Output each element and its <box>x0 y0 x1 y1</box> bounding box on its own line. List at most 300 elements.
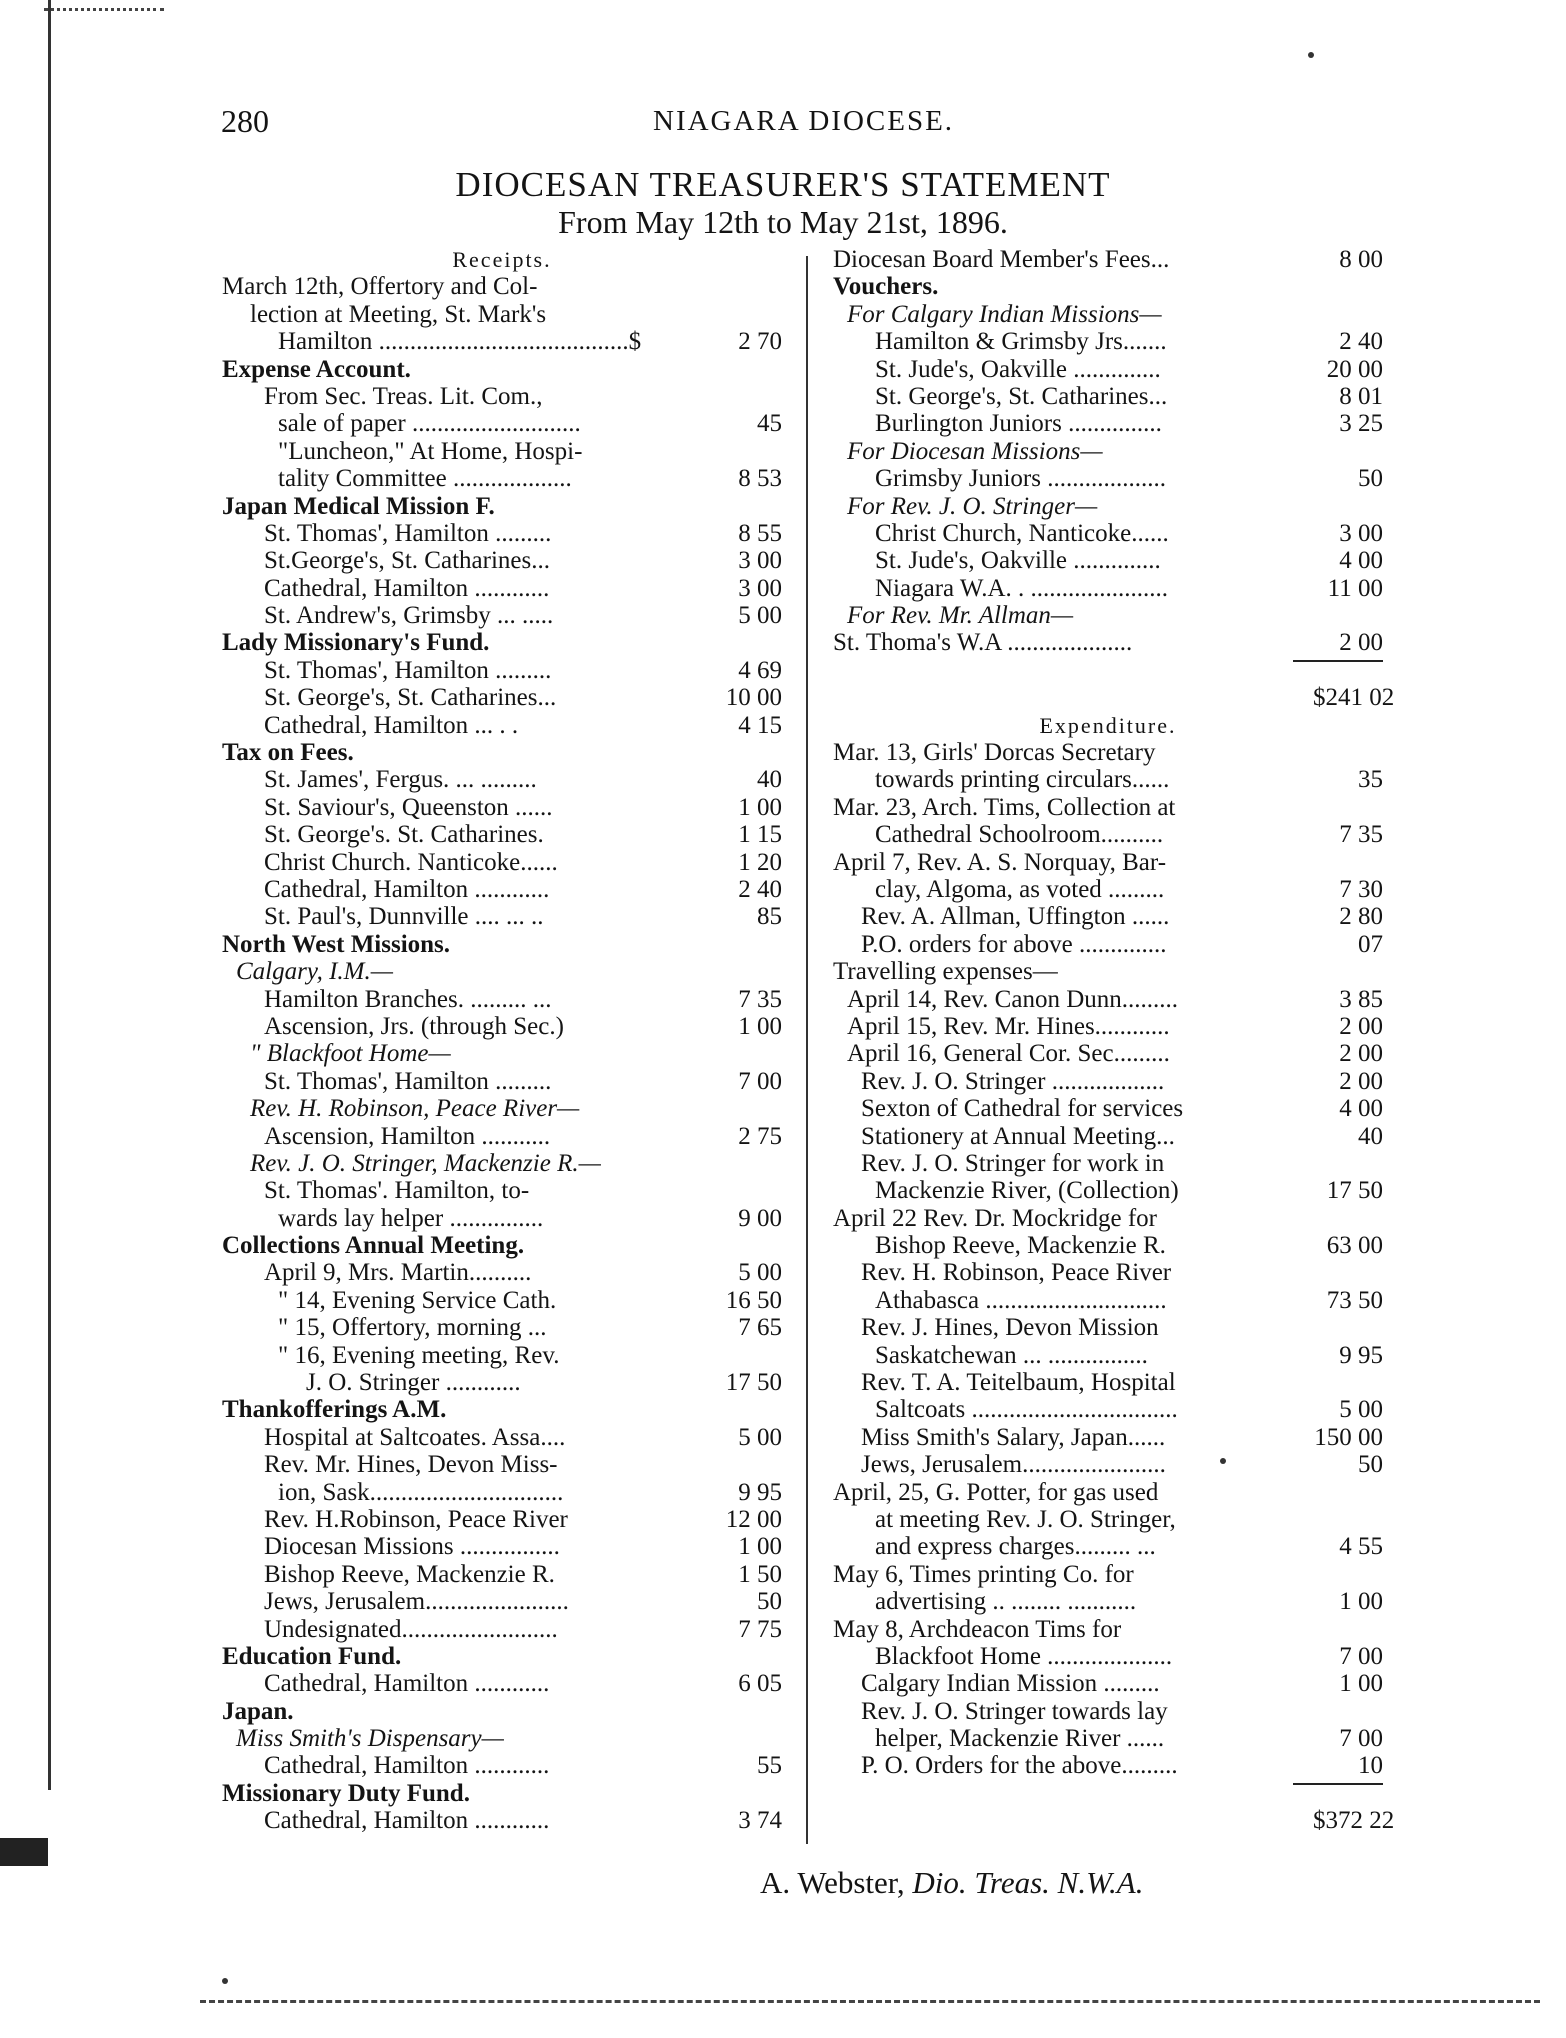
entry-text: " 15, Offertory, morning ... <box>278 1314 547 1342</box>
entry-text: Rev. J. O. Stringer towards lay <box>861 1697 1168 1725</box>
entry-amount: 6 05 <box>738 1670 782 1698</box>
receipts-column <box>222 246 782 1835</box>
entry-text: Rev. T. A. Teitelbaum, Hospital <box>861 1369 1176 1397</box>
entry-amount: 7 65 <box>738 1314 782 1342</box>
entry-text: lection at Meeting, St. Mark's <box>250 300 547 328</box>
entry-text: St. Saviour's, Queenston ...... <box>264 793 553 821</box>
entry-text: April 16, General Cor. Sec......... <box>847 1040 1170 1068</box>
ledger-line <box>222 931 782 958</box>
entry-amount: 9 95 <box>1339 1341 1383 1369</box>
entry-text: Blackfoot Home .................... <box>875 1642 1173 1670</box>
scan-artifact <box>0 1838 48 1866</box>
entry-amount: 17 50 <box>1326 1177 1383 1205</box>
ledger-line <box>833 328 1383 355</box>
ledger-line <box>833 1698 1383 1725</box>
entry-text: ion, Sask............................... <box>278 1478 564 1506</box>
ledger-line <box>833 684 1395 712</box>
scan-speck <box>1308 52 1314 58</box>
entry-amount: 4 55 <box>1339 1533 1383 1561</box>
ledger-line <box>222 493 782 520</box>
ledger-line <box>222 1314 782 1341</box>
entry-text: at meeting Rev. J. O. Stringer, <box>875 1505 1176 1533</box>
entry-text: Cathedral, Hamilton ............ <box>264 1807 550 1835</box>
ledger-line <box>833 1643 1383 1670</box>
ledger-line <box>833 1040 1383 1067</box>
entry-amount: 50 <box>1358 465 1383 493</box>
entry-amount: 1 50 <box>738 1560 782 1588</box>
ledger-line <box>222 575 782 602</box>
ledger-line <box>222 821 782 848</box>
ledger-line <box>833 1177 1383 1204</box>
entry-amount: 150 00 <box>1314 1423 1383 1451</box>
entry-amount: $372 22 <box>1313 1807 1395 1835</box>
fund-heading: North West Missions. <box>222 930 451 958</box>
ledger-line <box>833 958 1383 985</box>
ledger-line <box>833 657 1383 684</box>
ledger-line <box>833 986 1383 1013</box>
entry-text: April 14, Rev. Canon Dunn......... <box>847 985 1178 1013</box>
entry-text: St. Thoma's W.A .................... <box>833 629 1133 657</box>
entry-text: Miss Smith's Salary, Japan...... <box>861 1423 1166 1451</box>
ledger-line <box>833 1780 1383 1807</box>
entry-text: Christ Church. Nanticoke...... <box>264 848 558 876</box>
entry-amount: 2 80 <box>1339 903 1383 931</box>
ledger-line <box>833 438 1383 465</box>
ledger-line <box>833 821 1383 848</box>
entry-amount: 10 <box>1358 1752 1383 1780</box>
entry-text: Cathedral, Hamilton ... . . <box>264 711 519 739</box>
ledger-line <box>833 1588 1383 1615</box>
entry-amount: 1 15 <box>738 821 782 849</box>
entry-text: Rev. A. Allman, Uffington ...... <box>861 903 1170 931</box>
entry-text: St. Paul's, Dunnville .... ... .. <box>264 903 544 931</box>
ledger-line <box>833 931 1383 958</box>
running-header <box>221 103 1281 143</box>
entry-text: Ascension, Jrs. (through Sec.) <box>264 1012 564 1040</box>
ledger-line <box>833 1123 1383 1150</box>
entry-text: Bishop Reeve, Mackenzie R. <box>264 1560 555 1588</box>
entry-amount: 4 69 <box>738 656 782 684</box>
entry-text: St. Thomas', Hamilton ......... <box>264 1067 552 1095</box>
entry-text: Travelling expenses— <box>833 958 1058 986</box>
entry-amount: 8 53 <box>738 465 782 493</box>
entry-text: For Diocesan Missions— <box>847 437 1103 465</box>
entry-amount: 9 95 <box>738 1478 782 1506</box>
entry-amount: 40 <box>1358 1122 1383 1150</box>
entry-text: Diocesan Missions ................ <box>264 1533 560 1561</box>
entry-text: March 12th, Offertory and Col- <box>222 273 538 301</box>
ledger-line <box>222 1533 782 1560</box>
signature-name: A. Webster, <box>760 1865 905 1900</box>
entry-text: From Sec. Treas. Lit. Com., <box>264 382 543 410</box>
entry-amount: 35 <box>1358 766 1383 794</box>
entry-amount: 1 00 <box>1339 1588 1383 1616</box>
entry-text: St.George's, St. Catharines... <box>264 547 550 575</box>
entry-amount: 3 85 <box>1339 985 1383 1013</box>
vouchers-expenditure-column <box>833 246 1395 1835</box>
ledger-line <box>222 1287 782 1314</box>
ledger-line <box>833 1396 1383 1423</box>
entry-text: Jews, Jerusalem....................... <box>264 1588 569 1616</box>
ledger-line <box>833 1561 1383 1588</box>
entry-text: Rev. H. Robinson, Peace River <box>861 1259 1172 1287</box>
entry-amount: 2 40 <box>738 875 782 903</box>
ledger-line <box>833 1424 1383 1451</box>
scan-speck <box>222 1978 228 1984</box>
entry-text: St. Jude's, Oakville .............. <box>875 355 1161 383</box>
ledger-line <box>222 1670 782 1697</box>
ledger-line <box>833 1533 1383 1560</box>
entry-amount: 1 00 <box>738 1012 782 1040</box>
ledger-line <box>222 1396 782 1423</box>
entry-amount: 20 00 <box>1326 355 1383 383</box>
entry-text: Saskatchewan ... ................ <box>875 1341 1148 1369</box>
ledger-line <box>222 657 782 684</box>
scan-top-border <box>44 8 164 11</box>
ledger-line <box>833 1205 1383 1232</box>
statement-title: DIOCESAN TREASURER'S STATEMENT <box>455 165 1111 204</box>
entry-text: St. George's, St. Catharines... <box>875 382 1168 410</box>
entry-text: Mar. 23, Arch. Tims, Collection at <box>833 793 1176 821</box>
entry-amount: 10 00 <box>725 684 782 712</box>
ledger-line <box>222 1807 782 1834</box>
ledger-line <box>222 1040 782 1067</box>
entry-text: Rev. H.Robinson, Peace River <box>264 1505 568 1533</box>
entry-text: Rev. J. O. Stringer .................. <box>861 1067 1165 1095</box>
ledger-line <box>833 629 1383 656</box>
ledger-line <box>833 1479 1383 1506</box>
entry-text: advertising .. ........ ........... <box>875 1588 1137 1616</box>
ledger-line <box>222 547 782 574</box>
page-number: 280 <box>221 103 269 139</box>
ledger-line <box>222 301 782 328</box>
fund-heading: Thankofferings A.M. <box>222 1396 447 1424</box>
ledger-line <box>833 876 1383 903</box>
entry-text: Jews, Jerusalem....................... <box>861 1451 1166 1479</box>
scan-edge-line <box>48 0 51 1790</box>
ledger-line <box>222 520 782 547</box>
entry-text: Expenditure. <box>1039 712 1177 738</box>
entry-text: St. Jude's, Oakville .............. <box>875 547 1161 575</box>
ledger-line <box>222 1205 782 1232</box>
entry-amount: 2 00 <box>1339 1012 1383 1040</box>
entry-text: April 7, Rev. A. S. Norquay, Bar- <box>833 848 1167 876</box>
entry-amount: 16 50 <box>725 1286 782 1314</box>
ledger-line <box>222 438 782 465</box>
ledger-line <box>833 1232 1383 1259</box>
entry-text: clay, Algoma, as voted ......... <box>875 875 1165 903</box>
entry-text: St. George's, St. Catharines... <box>264 684 557 712</box>
entry-amount: 50 <box>757 1588 782 1616</box>
entry-amount: 2 00 <box>1339 629 1383 657</box>
running-head-title: NIAGARA DIOCESE. <box>653 105 955 137</box>
statement-subtitle: From May 12th to May 21st, 1896. <box>558 204 1008 240</box>
entry-amount: 7 35 <box>738 985 782 1013</box>
ledger-line <box>222 1479 782 1506</box>
entry-text: P.O. orders for above .............. <box>861 930 1167 958</box>
entry-amount: 55 <box>757 1752 782 1780</box>
total-rule <box>1293 660 1383 662</box>
ledger-line <box>833 1095 1383 1122</box>
entry-text: Calgary Indian Mission ......... <box>861 1670 1160 1698</box>
entry-amount: 7 00 <box>1339 1725 1383 1753</box>
ledger-line <box>222 1780 782 1807</box>
entry-amount: 5 00 <box>738 1423 782 1451</box>
ledger-line <box>222 356 782 383</box>
entry-amount: 2 70 <box>738 328 782 356</box>
fund-heading: Expense Account. <box>222 355 411 383</box>
entry-text: P. O. Orders for the above......... <box>861 1752 1178 1780</box>
entry-amount: 7 35 <box>1339 821 1383 849</box>
entry-amount: 3 00 <box>1339 519 1383 547</box>
ledger-line <box>833 1670 1383 1697</box>
entry-text: Hamilton Branches. ......... ... <box>264 985 552 1013</box>
ledger-line <box>833 1616 1383 1643</box>
entry-text: Hamilton & Grimsby Jrs....... <box>875 328 1167 356</box>
entry-amount: 07 <box>1358 930 1383 958</box>
entry-text: Niagara W.A. . ...................... <box>875 574 1169 602</box>
entry-amount: 45 <box>757 410 782 438</box>
fund-heading: Tax on Fees. <box>222 739 354 767</box>
entry-text: Mackenzie River, (Collection) <box>875 1177 1179 1205</box>
ledger-line <box>833 1287 1383 1314</box>
ledger-line <box>833 712 1383 739</box>
ledger-line <box>222 903 782 930</box>
entry-text: For Calgary Indian Missions— <box>847 300 1162 328</box>
ledger-line <box>222 739 782 766</box>
entry-text: Sexton of Cathedral for services <box>861 1095 1184 1123</box>
entry-text: " Blackfoot Home— <box>250 1040 451 1068</box>
ledger-line <box>222 1369 782 1396</box>
fund-heading: Lady Missionary's Fund. <box>222 629 490 657</box>
entry-amount: 8 55 <box>738 519 782 547</box>
ledger-line <box>833 1725 1383 1752</box>
ledger-line <box>833 465 1383 492</box>
entry-text: Diocesan Board Member's Fees... <box>833 246 1170 273</box>
receipts-heading-text: Receipts. <box>452 247 552 272</box>
entry-text: Cathedral, Hamilton ............ <box>264 574 550 602</box>
entry-amount: 7 00 <box>738 1067 782 1095</box>
entry-amount: 7 75 <box>738 1615 782 1643</box>
entry-text: April, 25, G. Potter, for gas used <box>833 1478 1159 1506</box>
entry-amount: 5 00 <box>738 602 782 630</box>
ledger-line <box>222 1506 782 1533</box>
entry-amount: 73 50 <box>1326 1286 1383 1314</box>
entry-amount: 50 <box>1358 1451 1383 1479</box>
ledger-line <box>833 1451 1383 1478</box>
ledger-line <box>833 547 1383 574</box>
entry-text: St. Thomas', Hamilton ......... <box>264 519 552 547</box>
entry-text: Undesignated......................... <box>264 1615 558 1643</box>
entry-text: St. Thomas', Hamilton ......... <box>264 656 552 684</box>
ledger-line <box>222 1643 782 1670</box>
ledger-line <box>833 1807 1395 1835</box>
ledger-line <box>222 1725 782 1752</box>
entry-text: Stationery at Annual Meeting... <box>861 1122 1175 1150</box>
entry-text: St. James', Fergus. ... ......... <box>264 766 537 794</box>
entry-amount: 40 <box>757 766 782 794</box>
entry-amount: 63 00 <box>1326 1232 1383 1260</box>
entry-text: " 14, Evening Service Cath. <box>278 1286 557 1314</box>
entry-text: Rev. J. O. Stringer for work in <box>861 1149 1165 1177</box>
entry-text: April 9, Mrs. Martin.......... <box>264 1259 532 1287</box>
entry-amount: $241 02 <box>1313 684 1395 712</box>
entry-text: St. Thomas'. Hamilton, to- <box>264 1177 530 1205</box>
entry-amount: 5 00 <box>1339 1396 1383 1424</box>
ledger-line <box>833 246 1383 273</box>
entry-amount: 1 00 <box>1339 1670 1383 1698</box>
entry-text: For Rev. J. O. Stringer— <box>847 492 1098 520</box>
entry-amount: 3 00 <box>738 547 782 575</box>
entry-text: For Rev. Mr. Allman— <box>847 602 1074 630</box>
ledger-line <box>833 410 1383 437</box>
entry-amount: 7 00 <box>1339 1642 1383 1670</box>
entry-text: Christ Church, Nanticoke...... <box>875 519 1169 547</box>
ledger-line <box>222 1013 782 1040</box>
entry-amount: 8 00 <box>1339 246 1383 273</box>
ledger-line <box>833 1342 1383 1369</box>
entry-amount: 4 00 <box>1339 547 1383 575</box>
ledger-line <box>833 273 1383 300</box>
entry-text: April 22 Rev. Dr. Mockridge for <box>833 1204 1158 1232</box>
fund-heading: Missionary Duty Fund. <box>222 1779 470 1807</box>
entry-text: Rev. H. Robinson, Peace River— <box>250 1095 580 1123</box>
ledger-line <box>833 383 1383 410</box>
ledger-line <box>222 849 782 876</box>
scan-bottom-border <box>200 2000 1540 2003</box>
ledger-line <box>222 712 782 739</box>
ledger-line <box>833 520 1383 547</box>
entry-amount: 9 00 <box>738 1204 782 1232</box>
entry-amount: 3 00 <box>738 574 782 602</box>
ledger-line <box>833 739 1383 766</box>
entry-text: April 15, Rev. Mr. Hines............ <box>847 1012 1170 1040</box>
fund-heading: Japan Medical Mission F. <box>222 492 495 520</box>
ledger-line <box>222 1232 782 1259</box>
entry-text: Rev. J. O. Stringer, Mackenzie R.— <box>250 1149 601 1177</box>
receipts-heading <box>222 246 782 273</box>
entry-text: tality Committee ................... <box>278 465 572 493</box>
entry-text: Ascension, Hamilton ........... <box>264 1122 551 1150</box>
ledger-line <box>222 1752 782 1779</box>
ledger-line <box>833 794 1383 821</box>
ledger-line <box>833 356 1383 383</box>
entry-text: Cathedral, Hamilton ............ <box>264 1670 550 1698</box>
fund-heading: Education Fund. <box>222 1642 402 1670</box>
ledger-line <box>222 986 782 1013</box>
entry-amount: 7 30 <box>1339 875 1383 903</box>
ledger-line <box>222 1259 782 1286</box>
ledger-line <box>833 1369 1383 1396</box>
entry-text: Hospital at Saltcoates. Assa.... <box>264 1423 566 1451</box>
ledger-line <box>833 602 1383 629</box>
ledger-line <box>222 383 782 410</box>
entry-amount: 3 74 <box>738 1807 782 1835</box>
ledger-line <box>222 629 782 656</box>
ledger-line <box>833 1013 1383 1040</box>
entry-text: Grimsby Juniors ................... <box>875 465 1166 493</box>
ledger-line <box>833 493 1383 520</box>
entry-amount: 2 75 <box>738 1122 782 1150</box>
ledger-line <box>222 328 782 355</box>
ledger-line <box>222 465 782 492</box>
column-divider <box>806 256 808 1844</box>
entry-text: J. O. Stringer ............ <box>306 1369 521 1397</box>
entry-amount: 2 40 <box>1339 328 1383 356</box>
ledger-line <box>833 1259 1383 1286</box>
entry-amount: 4 00 <box>1339 1095 1383 1123</box>
entry-text: Rev. J. Hines, Devon Mission <box>861 1314 1159 1342</box>
fund-heading: Collections Annual Meeting. <box>222 1232 525 1260</box>
ledger-line <box>222 1424 782 1451</box>
ledger-line <box>222 1123 782 1150</box>
ledger-line <box>222 876 782 903</box>
ledger-line <box>833 1506 1383 1533</box>
ledger-line <box>833 1068 1383 1095</box>
entry-amount: 11 00 <box>1327 574 1383 602</box>
fund-heading: Vouchers. <box>833 273 939 301</box>
entry-text: and express charges......... ... <box>875 1533 1156 1561</box>
entry-text: Cathedral, Hamilton ............ <box>264 1752 550 1780</box>
ledger-line <box>222 1342 782 1369</box>
ledger-line <box>222 1588 782 1615</box>
entry-amount: 1 20 <box>738 848 782 876</box>
total-rule <box>1293 1783 1383 1785</box>
entry-text: Mar. 13, Girls' Dorcas Secretary <box>833 739 1156 767</box>
entry-amount: 8 01 <box>1339 382 1383 410</box>
entry-amount: 85 <box>757 903 782 931</box>
ledger-line <box>222 1068 782 1095</box>
entry-text: Cathedral Schoolroom.......... <box>875 821 1164 849</box>
ledger-line <box>222 766 782 793</box>
entry-amount: 2 00 <box>1339 1067 1383 1095</box>
ledger-line <box>833 766 1383 793</box>
entry-text: St. Andrew's, Grimsby ... ..... <box>264 602 554 630</box>
ledger-line <box>222 410 782 437</box>
entry-text: Burlington Juniors ............... <box>875 410 1162 438</box>
entry-text: towards printing circulars...... <box>875 766 1170 794</box>
ledger-line <box>222 1561 782 1588</box>
entry-amount: 3 25 <box>1339 410 1383 438</box>
ledger-line <box>222 1698 782 1725</box>
ledger-line <box>833 1752 1383 1779</box>
entry-text: Cathedral, Hamilton ............ <box>264 875 550 903</box>
ledger-line <box>833 1314 1383 1341</box>
entry-text: helper, Mackenzie River ...... <box>875 1725 1165 1753</box>
entry-text: Miss Smith's Dispensary— <box>236 1725 504 1753</box>
ledger-line <box>222 1616 782 1643</box>
ledger-line <box>222 794 782 821</box>
ledger-line <box>222 1150 782 1177</box>
entry-text: Calgary, I.M.— <box>236 958 393 986</box>
entry-text: wards lay helper ............... <box>278 1204 544 1232</box>
entry-amount: 4 15 <box>738 711 782 739</box>
ledger-line <box>222 1451 782 1478</box>
ledger-line <box>222 1177 782 1204</box>
ledger-line <box>222 1095 782 1122</box>
ledger-line <box>833 849 1383 876</box>
entry-text: " 16, Evening meeting, Rev. <box>278 1341 560 1369</box>
ledger-line <box>222 273 782 300</box>
entry-text: Saltcoats ................................. <box>875 1396 1178 1424</box>
ledger-line <box>833 301 1383 328</box>
entry-text: Hamilton ........................................$ <box>278 328 642 356</box>
entry-text: Athabasca ............................. <box>875 1286 1167 1314</box>
fund-heading: Japan. <box>222 1697 294 1725</box>
ledger-line <box>222 684 782 711</box>
entry-amount: 12 00 <box>725 1505 782 1533</box>
entry-amount: 17 50 <box>725 1369 782 1397</box>
